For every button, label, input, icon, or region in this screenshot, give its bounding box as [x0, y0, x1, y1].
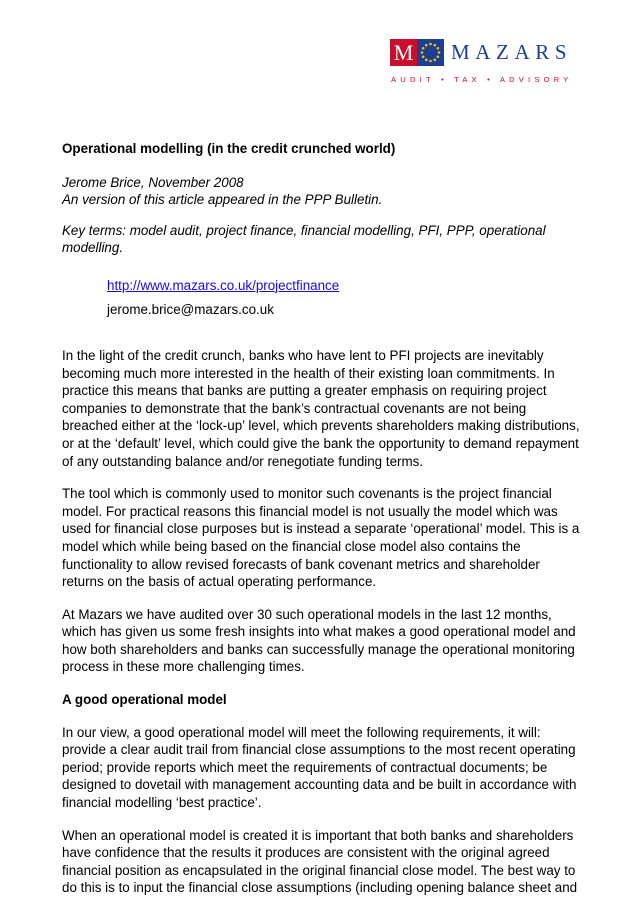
mazars-logo — [390, 38, 580, 88]
contact-links — [107, 276, 582, 320]
paragraph-tool: The tool which is commonly used to monitor such covenants is the project financial model. For practical reasons this financial model is not usually the model which was used for financial close purposes but is instead a separate ‘operational’ model. This is a model which while being based on the financial close model also contains the functionality to allow revised forecasts of bank covenant metrics and shareholder returns on the basis of actual operating performance. — [62, 486, 580, 590]
paragraph-requirements: In our view, a good operational model will meet the following requirements, it will: provide a clear audit trail from financial close assumptions to the most recent operating period; provide reports which meet the requirements of contractual documents; be designed to dovetail with management accounting data and be built in accordance with financial modelling ‘best practice’. — [62, 724, 577, 811]
article-body — [62, 140, 582, 897]
author-line — [62, 174, 582, 209]
logo-monogram: M — [390, 39, 417, 66]
project-finance-link[interactable]: http://www.mazars.co.uk/projectfinance — [107, 277, 340, 293]
eu-stars-icon — [417, 39, 444, 66]
bulletin-note: An version of this article appeared in the PPP Bulletin. — [62, 192, 383, 208]
author-date: Jerome Brice, November 2008 — [62, 174, 244, 190]
section-heading: A good operational model — [62, 692, 227, 708]
logo-wordmark: MAZARS — [451, 39, 573, 64]
logo-tagline: AUDIT • TAX • ADVISORY — [391, 75, 573, 84]
paragraph-confidence: When an operational model is created it is important that both banks and shareholders have confidence that the results it produces are consistent with the original agreed financial position as encapsulated in the original financial close model. The best way to do this is to input the financial close assumptions (including opening balance sheet and — [62, 827, 578, 896]
paragraph-mazars-audits: At Mazars we have audited over 30 such operational models in the last 12 months, which has given us some fresh insights into what makes a good operational model and how both shareholders and banks can successfully manage the operational monitoring process in these more challenging times. — [62, 606, 576, 675]
contact-email: jerome.brice@mazars.co.uk — [107, 301, 274, 317]
logo-mark — [390, 38, 580, 66]
key-terms: Key terms: model audit, project finance, financial modelling, PFI, PPP, operational modelling. — [62, 222, 546, 256]
article-title: Operational modelling (in the credit crunched world) — [62, 141, 396, 156]
paragraph-credit-crunch: In the light of the credit crunch, banks who have lent to PFI projects are inevitably becoming much more interested in the health of their existing loan commitments. In practice this means that banks are putting a greater emphasis on requiring project companies to demonstrate that the bank’s contractual covenants are not being breached either at the ‘lock-up’ level, which prevents shareholders making distributions, or at the ‘default’ level, which could give the bank the opportunity to demand repayment of any outstanding balance and/or renegotiate funding terms. — [62, 347, 580, 469]
